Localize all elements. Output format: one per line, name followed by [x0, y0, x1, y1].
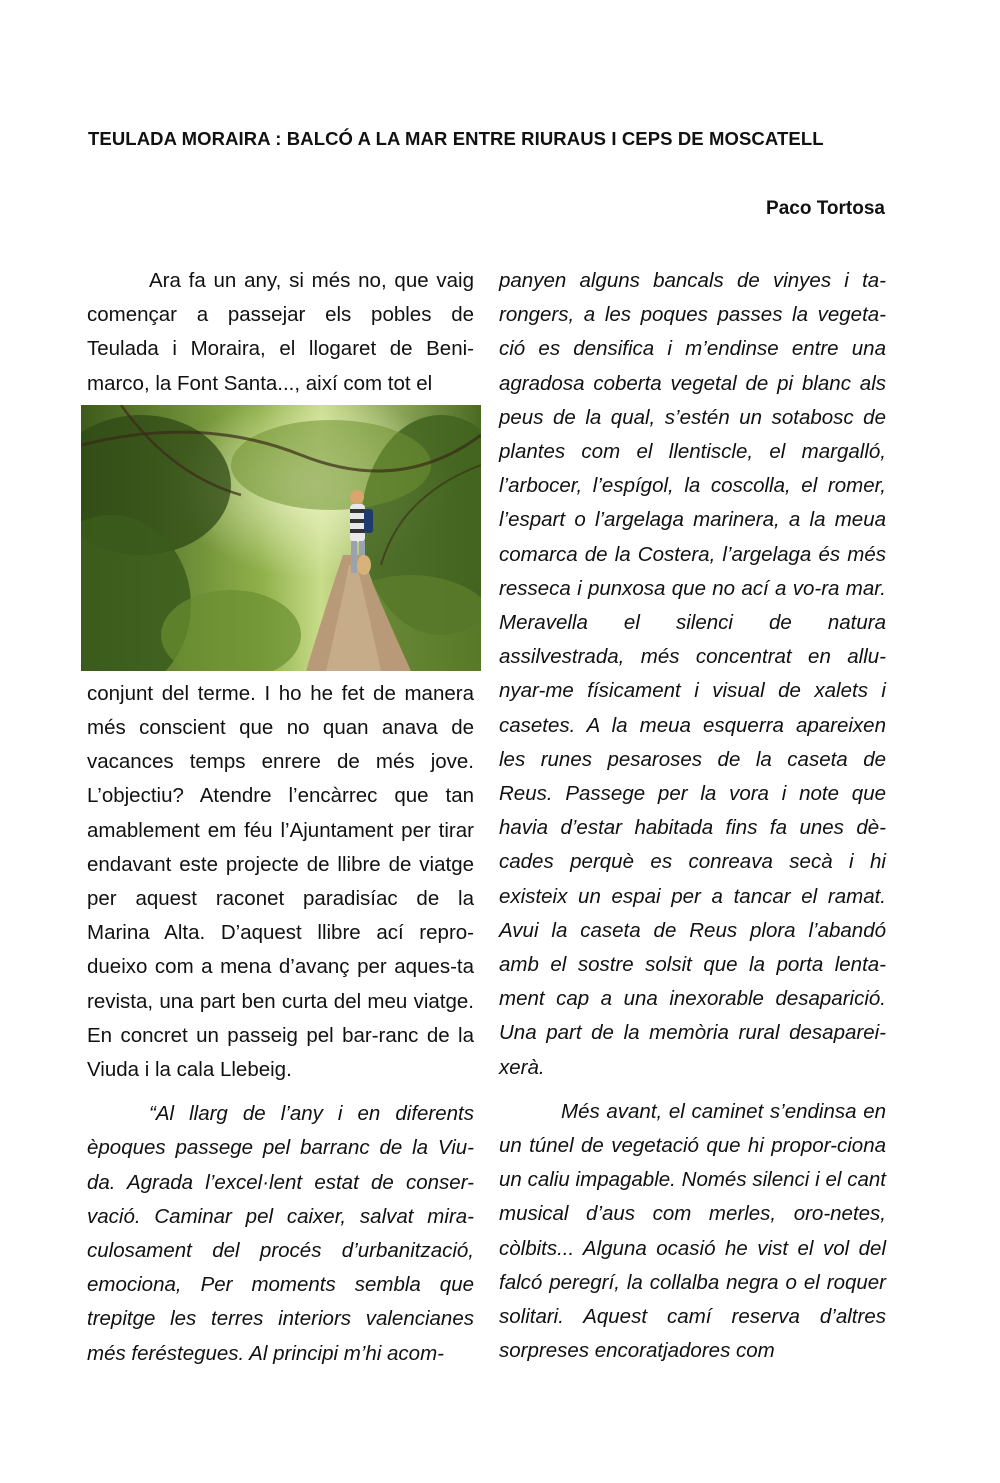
paragraph-quote-start: “Al llarg de l’any i en diferents èpoques passege pel barranc de la Viu-da. Agrada l’excel·lent estat de conser-vació. Caminar pel caixer, salvat mira-culosament del procés d’urbanització, emociona, Per moments sembla que trepitge les terres interiors valencianes més feréstegues. Al principi m’hi acom- — [87, 1102, 474, 1365]
paragraph-intro-part2: conjunt del terme. I ho he fet de manera més conscient que no quan anava de vacances temps enrere de més jove. L’objectiu? Atendre l’encàrrec que tan amablement em féu l’Ajuntament per tirar endavant este projecte de llibre de viatge per aquest raconet paradisíac de la Marina Alta. D’aquest llibre ací repro-dueixo com a mena d’avanç per aques-ta revista, una part ben curta del meu viatge. En concret un passeig pel bar-ranc de la Viuda i la cala Llebeig. — [87, 681, 474, 1082]
left-column — [87, 264, 474, 1371]
article-title: TEULADA MORAIRA : BALCÓ A LA MAR ENTRE RIURAUS I CEPS DE MOSCATELL — [88, 128, 824, 149]
right-column — [499, 264, 886, 1369]
paragraph-tunnel: Més avant, el caminet s’endinsa en un túnel de vegetació que hi propor-ciona un caliu impagable. Només silenci i el cant musical d’aus com merles, oro-netes, còlbits... Alguna ocasió he vist el vol del falcó peregrí, la collalba negra o el roquer solitari. Aquest camí reserva d’altres sorpreses encoratjadores com — [499, 1099, 886, 1363]
article-author: Paco Tortosa — [766, 198, 885, 219]
paragraph-vegetation: panyen alguns bancals de vinyes i ta-rongers, a les poques passes la vegeta-ció es densifica i m’endinse entre una agradosa coberta vegetal de pi blanc als peus de la qual, s’estén un sotabosc de plantes com el llentiscle, el margalló, l’arbocer, l’espígol, la coscolla, el romer, l’espart o l’argelaga marinera, a la meua comarca de la Costera, l’argelaga és més resseca i punxosa que no ací a vo-ra mar. Meravella el silenci de natura assilvestrada, més concentrat en allu-nyar-me físicament i visual de xalets i casetes. A la meua esquerra apareixen les runes pesaroses de la caseta de Reus. Passege per la vora i note que havia d’estar habitada fins fa unes dè-cades perquè es conreava secà i hi existeix un espai per a tancar el ramat. Avui la caseta de Reus plora l’abandó amb el sostre solsit que la porta lenta-ment cap a una inexorable desaparició. Una part de la memòria rural desaparei-xerà. — [499, 269, 886, 1079]
forest-path-photo — [81, 405, 481, 671]
paragraph-intro-part1: Ara fa un any, si més no, que vaig començar a passejar els pobles de Teulada i Moraira, el llogaret de Beni-marco, la Font Santa..., així com tot el — [87, 269, 474, 395]
